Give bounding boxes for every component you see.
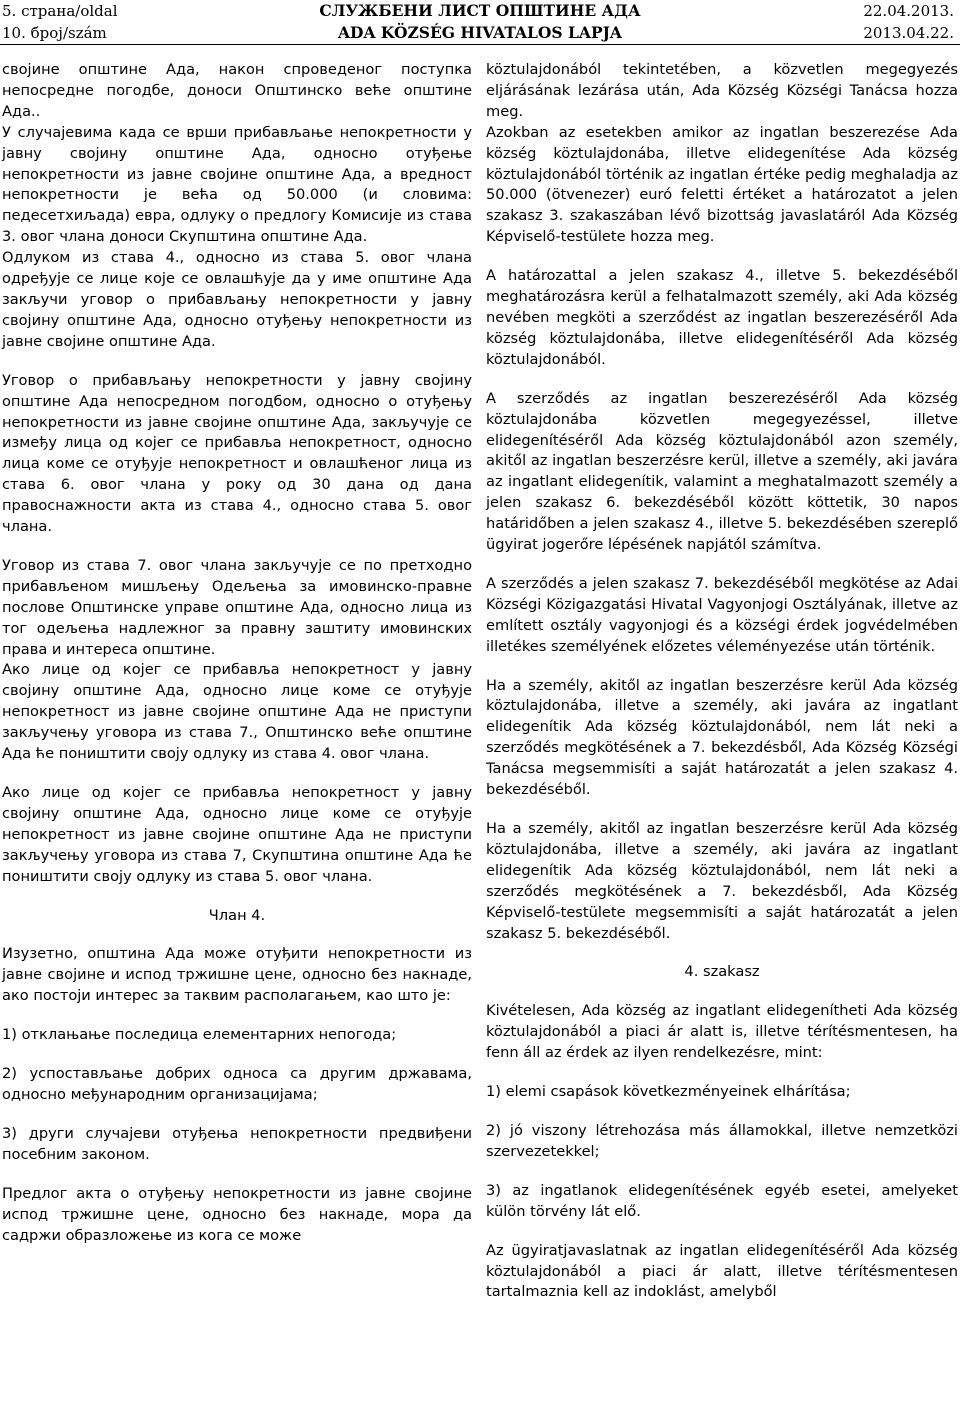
paragraph: Kivételesen, Ada község az ingatlant elidegenítheti Ada község köztulajdonából a piaci ár alatt is, illetve térítésmentesen, ha fenn áll az érdek az ilyen rendelkezésre, mint: bbox=[486, 1002, 958, 1062]
paragraph: својине општине Ада, након спроведеног поступка непосредне погодбе, доноси Општинско веће општине Ада.. bbox=[2, 61, 472, 120]
hungarian-column bbox=[486, 60, 958, 1303]
paragraph: Уговор о прибављању непокретности у јавну својину општине Ада непосредном погодбом, односно о отуђењу непокретности из јавне својине општине Ада, закључује се између лица од којег се прибавља непокретност, односно лица коме се отуђује непокретност и овлашћеног лица из става 6. овог члана у року од 30 дана од дана правоснажности акта из става 4., односно става 5. овог члана. bbox=[2, 371, 472, 536]
paragraph: У случајевима када се врши прибављање непокретности у јавну својину општине Ада, односно отуђење непокретности из јавне својине општине Ада, а вредност непокретности је већа од 50.000 (и словима: педесетхиљада) евра, одлуку о предлогу Комисије из става 3. овог члана доноси Скупштина општине Ада. bbox=[2, 123, 472, 246]
paragraph: A szerződés a jelen szakasz 7. bekezdéséből megkötése az Adai Községi Közigazgatási Hivatal Vagyonjogi Osztályának, illetve az említett osztály vagyonjogi és a községi érdek jogvédelmében illetékes személyének előzetes véleményezése után történik. bbox=[486, 574, 958, 655]
page-number: 5. страна/oldal bbox=[2, 2, 118, 20]
paragraph: A szerződés az ingatlan beszerezéséről Ada község köztulajdonába közvetlen megegyezéssel, illetve elidegenítéséről Ada község köztulajdonából azon személy, akitől az ingatlan beszerzésre kerül, illetve a személy, aki javára az ingatlant elidegenítik, valamint a meghatalmazott személy a jelen szakasz 6. bekezdéséből között köttetik, 30 napos határidőben a jelen szakasz 4., illetve 5. bekezdésében szereplő ügyirat jogerőre lépésének napjától számítva. bbox=[486, 389, 958, 554]
paragraph: Ha a személy, akitől az ingatlan beszerzésre kerül Ada község köztulajdonába, illetve a személy, aki javára az ingatlant elidegenítik Ada község köztulajdonából, nem lát neki a szerződés megkötésének a 7. bekezdésből, Ada Község Községi Tanácsa megsemmisíti a saját határozatát a jelen szakasz 4. bekezdéséből. bbox=[486, 676, 958, 799]
issue-date-hungarian: 2013.04.22. bbox=[863, 24, 954, 42]
paragraph: Изузетно, општина Ада може отуђити непокретности из јавне својине и испод тржишне цене, односно без накнаде, ако постоји интерес за таквим располагањем, као што је: bbox=[2, 945, 472, 1005]
paragraph: Az ügyiratjavaslatnak az ingatlan elidegenítéséről Ada község köztulajdonából a piaci ár alatt, illetve térítésmentesen tartalmaznia kell az indoklást, amelyből bbox=[486, 1241, 958, 1301]
paragraph: Ha a személy, akitől az ingatlan beszerzésre kerül Ada község köztulajdonába, illetve a személy, aki javára az ingatlant elidegenítik Ada község köztulajdonából, nem lát neki a szerződés megkötésének a 7. bekezdésből, Ada Község Képviselő-testülete megsemmisíti a saját határozatát a jelen szakasz 5. bekezdéséből. bbox=[486, 820, 958, 942]
serbian-column bbox=[2, 60, 472, 1246]
gazette-title-hungarian: ADA KÖZSÉG HIVATALOS LAPJA bbox=[338, 23, 622, 42]
paragraph: köztulajdonából tekintetében, a közvetlen megegyezés eljárásának lezárása után, Ada Község Községi Tanácsa hozza meg. bbox=[486, 61, 958, 120]
page-header bbox=[0, 0, 960, 44]
issue-number: 10. број/szám bbox=[2, 24, 107, 42]
paragraph: Ако лице од којег се прибавља непокретност у јавну својину општине Ада, односно лице коме се отуђује непокретност из јавне својине општине Ада не приступи закључењу уговора из става 7., Општинско веће општине Ада ће поништити своју одлуку из става 4. овог члана. bbox=[2, 661, 472, 763]
paragraph: Одлуком из става 4., односно из става 5. овог члана одређује се лице које се овлашћује да у име општине Ада закључи уговор о прибављању непокретности у јавну својину општине Ада, односно отуђењу непокретности из јавне својине општине Ада. bbox=[2, 249, 472, 350]
list-item: 3) други случајеви отуђења непокретности предвиђени посебним законом. bbox=[2, 1124, 472, 1163]
list-item: 2) успостављање добрих односа са другим државама, односно међународним организацијама; bbox=[2, 1065, 472, 1103]
list-item: 3) az ingatlanok elidegenítésének egyéb esetei, amelyeket külön törvény lát elő. bbox=[486, 1181, 958, 1220]
gazette-title-serbian: СЛУЖБЕНИ ЛИСТ ОПШТИНЕ АДА bbox=[319, 1, 641, 20]
header-divider bbox=[0, 44, 960, 45]
list-item: 1) отклањање последица елементарних непогода; bbox=[2, 1026, 397, 1044]
issue-date-serbian: 22.04.2013. bbox=[863, 2, 954, 20]
paragraph: Ако лице од којег се прибавља непокретност у јавну својину општине Ада, односно лице коме се отуђује непокретност из јавне својине општине Ада не приступи закључењу уговора из става 7, Скупштина општине Ада ће поништити своју одлуку из става 5. овог члана. bbox=[2, 784, 472, 885]
paragraph: Предлог акта о отуђењу непокретности из јавне својине испод тржишне цене, односно без накнаде, мора да садржи образложење из кога се може bbox=[2, 1184, 472, 1244]
paragraph: Azokban az esetekben amikor az ingatlan beszerezése Ada község köztulajdonába, illetve elidegenítése Ada község köztulajdonából történik az ingatlan értéke pedig meghaladja az 50.000 (ötvenezer) euró feletti értéket a határozatot a jelen szakasz 3. szakaszában lévő bizottság javaslatáról Ada Község Képviselő-testülete hozza meg. bbox=[486, 123, 958, 246]
list-item: 2) jó viszony létrehozása más államokkal, illetve nemzetközi szervezetekkel; bbox=[486, 1121, 958, 1160]
paragraph: Уговор из става 7. овог члана закључује се по претходно прибављеном мишљењу Одељења за имовинско-правне послове Општинске управе општине Ада, односно лица из тог одељења надлежног за правну заштиту имовинских права и интереса општине. bbox=[2, 556, 472, 658]
article-heading: Члан 4. bbox=[208, 906, 266, 924]
paragraph: A határozattal a jelen szakasz 4., illetve 5. bekezdéséből meghatározásra kerül a felhatalmazott személy, aki Ada község nevében megköti a szerződést az ingatlan beszerezéséről Ada község köztulajdonába, illetve elidegenítéséről Ada község köztulajdonából. bbox=[486, 267, 958, 368]
article-heading: 4. szakasz bbox=[684, 963, 760, 981]
list-item: 1) elemi csapások következményeinek elhárítása; bbox=[486, 1083, 851, 1101]
